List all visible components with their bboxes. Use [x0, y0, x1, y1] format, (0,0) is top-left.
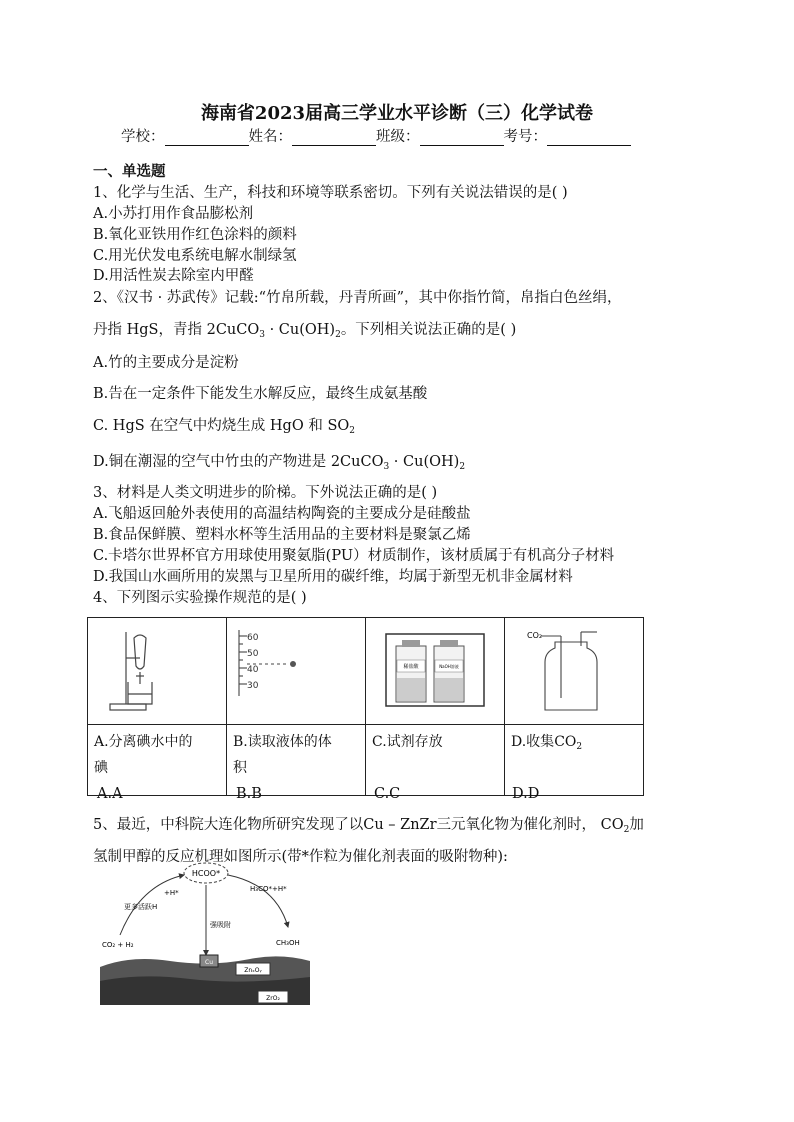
- class-blank[interactable]: [420, 130, 504, 146]
- q2-option-c: C. HgS 在空气中灼烧生成 HgO 和 $SO_2$: [93, 418, 355, 436]
- q1-stem: 1、化学与生活、生产，科技和环境等联系密切。下列有关说法错误的是( ): [93, 185, 568, 201]
- q3-option-d: D.我国山水画所用的炭黑与卫星所用的碳纤维，均属于新型无机非金属材料: [93, 569, 573, 585]
- figure-c-cell: [366, 618, 505, 725]
- product-label: CH₃OH: [276, 939, 300, 947]
- caption-b: B.读取液体的体 积: [227, 725, 366, 796]
- bottle-label: NaOH溶液: [439, 664, 459, 669]
- adsorption-label: 强吸附: [210, 921, 231, 929]
- section-heading: 一、单选题: [93, 163, 166, 180]
- student-info-line: [121, 125, 631, 146]
- q1-option-c: C.用光伏发电系统电解水制绿氢: [93, 248, 297, 264]
- reactants-label: CO₂ + H₂: [102, 941, 134, 949]
- q3-option-a: A.飞船返回舱外表使用的高温结构陶瓷的主要成分是硅酸盐: [93, 506, 471, 522]
- q4-choice-b[interactable]: B.B: [236, 786, 262, 802]
- figure-a-cell: [88, 618, 227, 725]
- caption-d: D.收集$CO_2$: [505, 725, 644, 796]
- reaction-mechanism-diagram: [100, 855, 310, 1005]
- name-blank[interactable]: [292, 130, 376, 146]
- q2-option-d: D.铜在潮湿的空气中竹虫的产物进是 2CuCO$_3$ · $Cu(OH)_2$: [93, 454, 466, 472]
- scale-label: 50: [247, 649, 259, 659]
- zinc-oxide-label: ZnₓOᵧ: [244, 967, 262, 974]
- q2-option-b: B.告在一定条件下能发生水解反应，最终生成氨基酸: [93, 386, 428, 402]
- q2-stem-line2: 丹指 HgS，青指 2CuCO$_3$ · $Cu(OH)_2$。下列相关说法正确的是( ): [93, 322, 517, 340]
- scale-label: 60: [247, 633, 259, 643]
- active-h-label: 更多活跃H: [124, 903, 158, 911]
- figure-d-cell: [505, 618, 644, 725]
- eye-icon: [290, 661, 296, 667]
- h-label: +H*: [164, 889, 179, 897]
- caption-c: C.试剂存放: [366, 725, 505, 796]
- gas-label: CO₂: [527, 631, 543, 640]
- q4-choice-a[interactable]: A.A: [97, 786, 123, 802]
- q4-choice-d[interactable]: D.D: [512, 786, 540, 802]
- q3-option-c: C.卡塔尔世界杯官方用球使用聚氨脂(PU）材质制作，该材质属于有机高分子材料: [93, 548, 615, 564]
- zirconia-label: ZrO₂: [266, 995, 280, 1002]
- hgs-formula: HgS: [126, 322, 159, 338]
- name-label: 姓名：: [248, 129, 292, 145]
- methoxy-label: H₃CO*+H*: [250, 885, 287, 893]
- exam-no-blank[interactable]: [547, 130, 631, 146]
- figure-b-cell: [227, 618, 366, 725]
- graduated-cylinder-figure: [227, 618, 365, 720]
- experiment-table: [87, 617, 644, 796]
- q5-stem-line1: 5、最近，中科院大连化物所研究发现了以Cu – ZnZr三元氧化物为催化剂时， $CO_2$加: [93, 817, 644, 835]
- separatory-funnel-figure: [88, 618, 226, 720]
- scale-label: 30: [247, 681, 259, 691]
- cu-label: Cu: [205, 959, 213, 966]
- q5-stem-line2: 氢制甲醇的反应机理如图所示(带*作粒为催化剂表面的吸附物种):: [93, 849, 508, 865]
- q3-stem: 3、材料是人类文明进步的阶梯。下外说法正确的是( ): [93, 485, 438, 501]
- q3-option-b: B.食品保鲜膜、塑料水杯等生活用品的主要材料是聚氯乙烯: [93, 527, 471, 543]
- caption-a: A.分离碘水中的 碘: [88, 725, 227, 796]
- school-label: 学校：: [121, 129, 165, 145]
- q2-option-a: A.竹的主要成分是淀粉: [93, 355, 239, 371]
- bottle-label: 稀盐酸: [403, 664, 419, 670]
- q1-option-a: A.小苏打用作食品膨松剂: [93, 206, 254, 222]
- q2-stem-line1: 2、《汉书 · 苏武传》记载:“竹帛所载，丹青所画”，其中你指竹简，帛指白色丝绢，: [93, 290, 622, 306]
- catalyst-formula: Cu – ZnZr: [363, 817, 437, 833]
- exam-no-label: 考号：: [503, 129, 547, 145]
- class-label: 班级：: [376, 129, 420, 145]
- q1-option-d: D.用活性炭去除室内甲醛: [93, 268, 254, 284]
- q4-stem: 4、下列图示实验操作规范的是( ): [93, 590, 307, 606]
- q1-option-b: B.氧化亚铁用作红色涂料的颜料: [93, 227, 297, 243]
- page-title: 海南省2023届高三学业水平诊断（三）化学试卷: [200, 103, 594, 124]
- school-blank[interactable]: [165, 130, 249, 146]
- basic-copper-carbonate-formula: 2CuCO$_3$ · $Cu(OH)_2$: [206, 322, 341, 340]
- q4-choice-c[interactable]: C.C: [374, 786, 401, 802]
- reagent-storage-figure: [366, 618, 504, 720]
- gas-bottle-figure: [505, 618, 643, 720]
- scale-label: 40: [247, 665, 259, 675]
- intermediate-label: HCOO*: [191, 869, 221, 878]
